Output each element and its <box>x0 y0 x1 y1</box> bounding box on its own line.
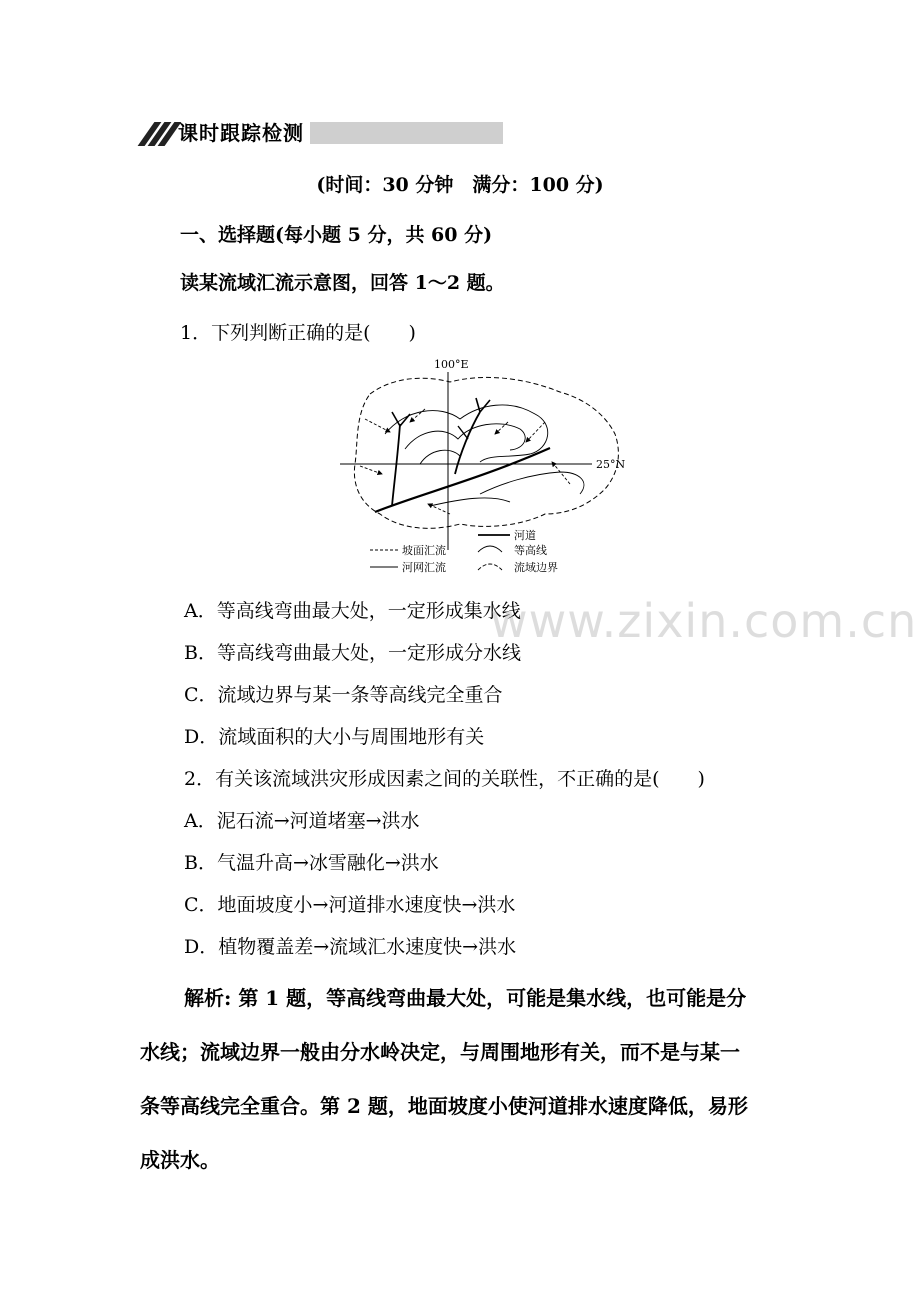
slope-flow-arrow <box>526 422 545 442</box>
question-1-option-b: B．等高线弯曲最大处，一定形成分水线 <box>184 642 521 664</box>
slope-flow-arrow <box>410 409 425 422</box>
basin-map-svg <box>330 354 630 580</box>
question-1-option-d: D．流域面积的大小与周围地形有关 <box>184 726 485 748</box>
slope-flow-arrow <box>360 466 382 474</box>
question-1-stem: 1．下列判断正确的是( ) <box>180 322 416 344</box>
banner-stripes-icon <box>140 120 174 146</box>
legend-basin-boundary: 流域边界 <box>514 561 558 574</box>
watermark: www.zixin.com.cn <box>490 594 918 648</box>
banner-title: 课时跟踪检测 <box>174 120 310 146</box>
slope-flow-arrow <box>365 419 390 432</box>
latitude-label: 25°N <box>596 458 626 471</box>
legend-river-network-flow: 河网汇流 <box>402 561 446 574</box>
question-2-option-d: D．植物覆盖差→流域汇水速度快→洪水 <box>184 936 517 958</box>
legend-slope-flow: 坡面汇流 <box>402 544 446 557</box>
legend-river-channel: 河道 <box>514 529 536 542</box>
question-2-stem: 2．有关该流域洪灾形成因素之间的关联性，不正确的是( ) <box>184 768 705 790</box>
analysis-line-1: 解析: 第 1 题，等高线弯曲最大处，可能是集水线，也可能是分 <box>184 986 747 1010</box>
question-2-option-b: B．气温升高→冰雪融化→洪水 <box>184 852 439 874</box>
question-2-option-a: A．泥石流→河道堵塞→洪水 <box>184 810 420 832</box>
figure-legend <box>370 529 558 574</box>
contour-line <box>480 472 584 494</box>
legend-contour: 等高线 <box>514 544 547 557</box>
main-river <box>375 448 550 512</box>
tributary-river <box>392 412 400 426</box>
longitude-label: 100°E <box>434 358 469 371</box>
analysis-line-3: 条等高线完全重合。第 2 题，地面坡度小使河道排水速度降低，易形 <box>140 1094 748 1118</box>
contour-line <box>420 450 460 464</box>
basin-map-figure <box>330 354 630 580</box>
contour-line <box>385 405 548 462</box>
contour-line <box>430 498 510 506</box>
tributary-river <box>400 414 410 426</box>
banner-bar <box>310 122 503 144</box>
question-1-option-a: A．等高线弯曲最大处，一定形成集水线 <box>184 600 521 622</box>
slope-flow-arrow <box>428 504 450 514</box>
question-2-option-c: C．地面坡度小→河道排水速度快→洪水 <box>184 894 516 916</box>
section-title: 一、选择题(每小题 5 分，共 60 分) <box>180 224 493 246</box>
contour-line <box>405 424 525 450</box>
question-1-option-c: C．流域边界与某一条等高线完全重合 <box>184 684 503 706</box>
tributary-river <box>455 412 480 474</box>
tributary-river <box>392 424 400 506</box>
time-info: (时间：30 分钟 满分：100 分) <box>316 174 604 196</box>
section-banner <box>140 120 503 146</box>
instruction: 读某流域汇流示意图，回答 1～2 题。 <box>180 272 505 294</box>
analysis-line-2: 水线；流域边界一般由分水岭决定，与周围地形有关，而不是与某一 <box>140 1040 740 1064</box>
analysis-line-4: 成洪水。 <box>140 1148 220 1172</box>
slope-flow-arrow <box>552 462 570 484</box>
